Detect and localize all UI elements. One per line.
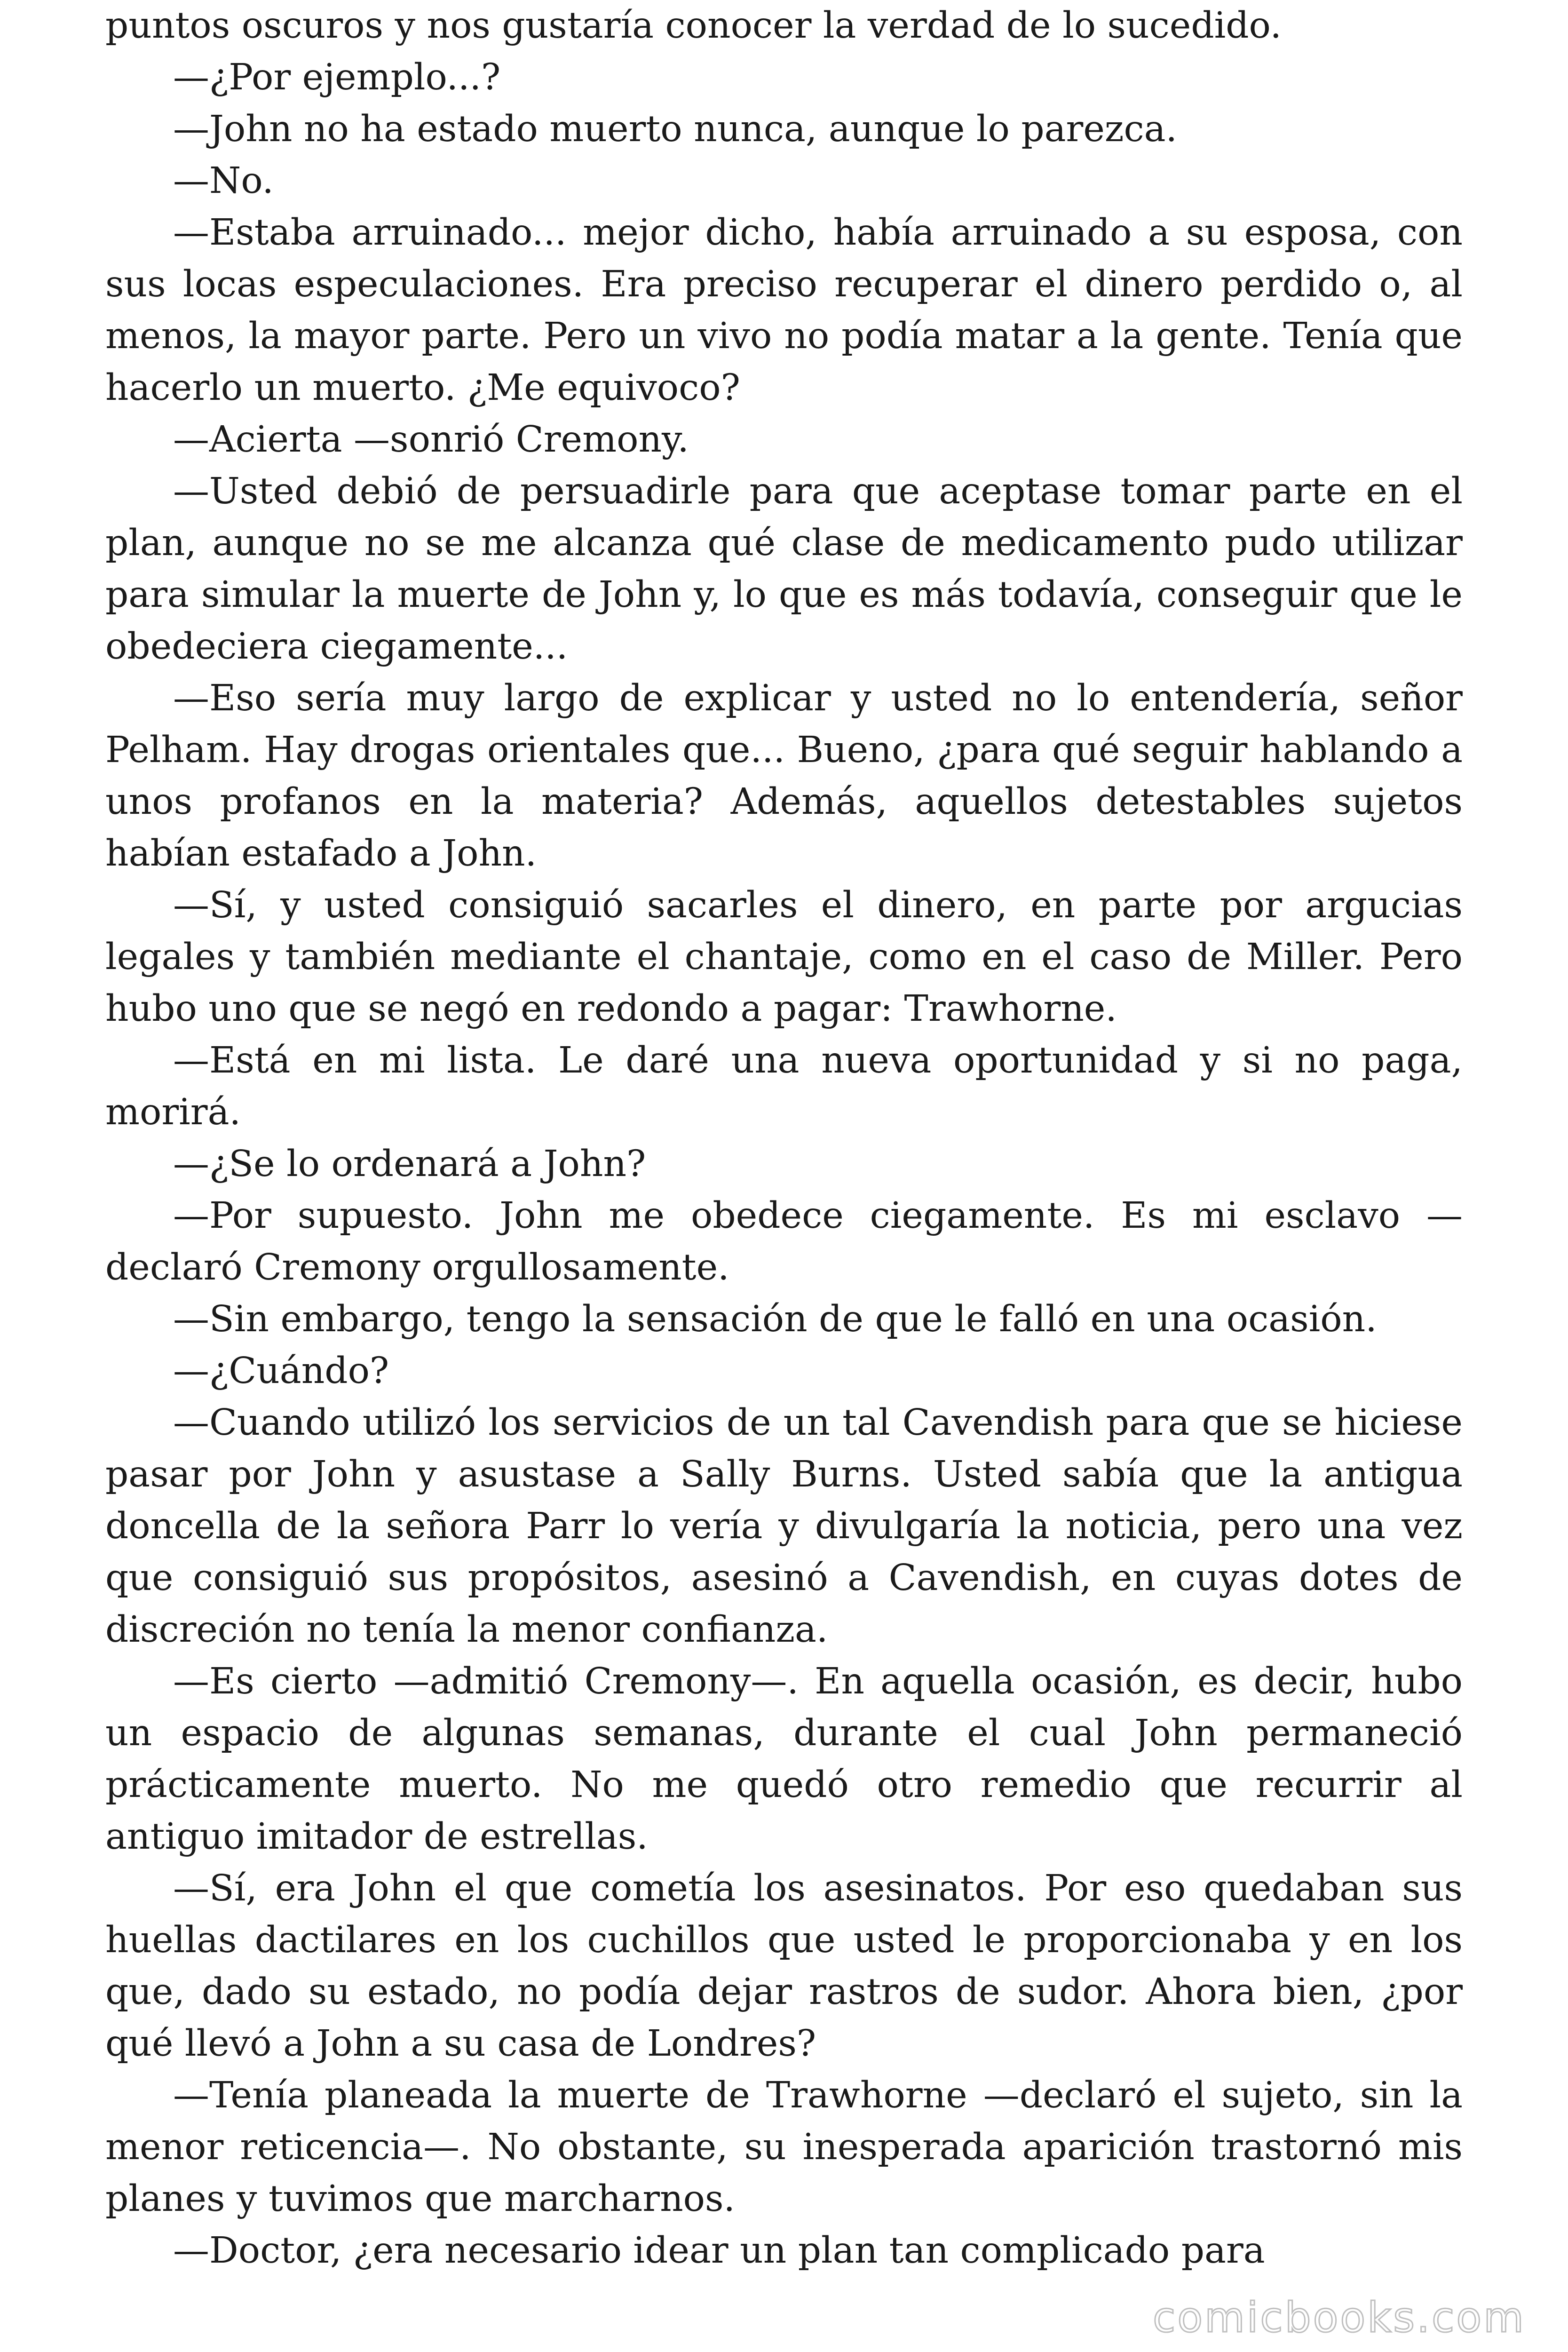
paragraph: —No.	[173, 160, 274, 202]
paragraph: —¿Se lo ordenará a John?	[173, 1143, 646, 1185]
paragraph: —Sí, era John el que cometía los asesinatos. Por eso quedaban sus huellas dactilares en los cuchillos que usted le proporcionaba y en los que, dado su estado, no podía dejar rastros de sudor. Ahora bien, ¿por qué llevó a John a su casa de Londres?	[105, 1867, 1463, 2065]
paragraph: —Por supuesto. John me obedece ciegamente. Es mi esclavo —declaró Cremony orgullosamente.	[105, 1195, 1463, 1288]
paragraph: —John no ha estado muerto nunca, aunque lo parezca.	[173, 108, 1177, 150]
paragraph: —Tenía planeada la muerte de Trawhorne —declaró el sujeto, sin la menor reticencia—. No obstante, su inesperada aparición trastornó mis planes y tuvimos que marcharnos.	[105, 2074, 1463, 2220]
paragraph: —Eso sería muy largo de explicar y usted no lo entendería, señor Pelham. Hay drogas orientales que... Bueno, ¿para qué seguir hablando a unos profanos en la materia? Además, aquellos detestables sujetos habían estafado a John.	[105, 677, 1463, 874]
paragraph: —Estaba arruinado... mejor dicho, había arruinado a su esposa, con sus locas especulaciones. Era preciso recuperar el dinero perdido o, al menos, la mayor parte. Pero un vivo no podía matar a la gente. Tenía que hacerlo un muerto. ¿Me equivoco?	[105, 212, 1463, 409]
paragraph: —Doctor, ¿era necesario idear un plan tan complicado para	[173, 2230, 1265, 2272]
paragraph: —Cuando utilizó los servicios de un tal Cavendish para que se hiciese pasar por John y asustase a Sally Burns. Usted sabía que la antigua doncella de la señora Parr lo vería y divulgaría la noticia, pero una vez que consiguió sus propósitos, asesinó a Cavendish, en cuyas dotes de discreción no tenía la menor confianza.	[105, 1402, 1463, 1651]
paragraph: —¿Cuándo?	[173, 1350, 389, 1392]
paragraph: —Sí, y usted consiguió sacarles el dinero, en parte por argucias legales y también mediante el chantaje, como en el caso de Miller. Pero hubo uno que se negó en redondo a pagar: Trawhorne.	[105, 884, 1463, 1030]
paragraph: —Usted debió de persuadirle para que aceptase tomar parte en el plan, aunque no se me alcanza qué clase de medicamento pudo utilizar para simular la muerte de John y, lo que es más todavía, conseguir que le obedeciera ciegamente...	[105, 470, 1463, 667]
paragraph: —¿Por ejemplo...?	[173, 56, 501, 98]
paragraph: puntos oscuros y nos gustaría conocer la verdad de lo sucedido.	[105, 5, 1282, 47]
paragraph: —Está en mi lista. Le daré una nueva oportunidad y si no paga, morirá.	[105, 1040, 1463, 1133]
paragraph: —Acierta —sonrió Cremony.	[173, 419, 689, 461]
paragraph: —Sin embargo, tengo la sensación de que le falló en una ocasión.	[173, 1298, 1377, 1340]
watermark: comicbooks.com	[1152, 2293, 1526, 2342]
paragraph: —Es cierto —admitió Cremony—. En aquella ocasión, es decir, hubo un espacio de algunas semanas, durante el cual John permaneció prácticamente muerto. No me quedó otro remedio que recurrir al antiguo imitador de estrellas.	[105, 1661, 1463, 1858]
page-text	[105, 0, 1463, 2277]
